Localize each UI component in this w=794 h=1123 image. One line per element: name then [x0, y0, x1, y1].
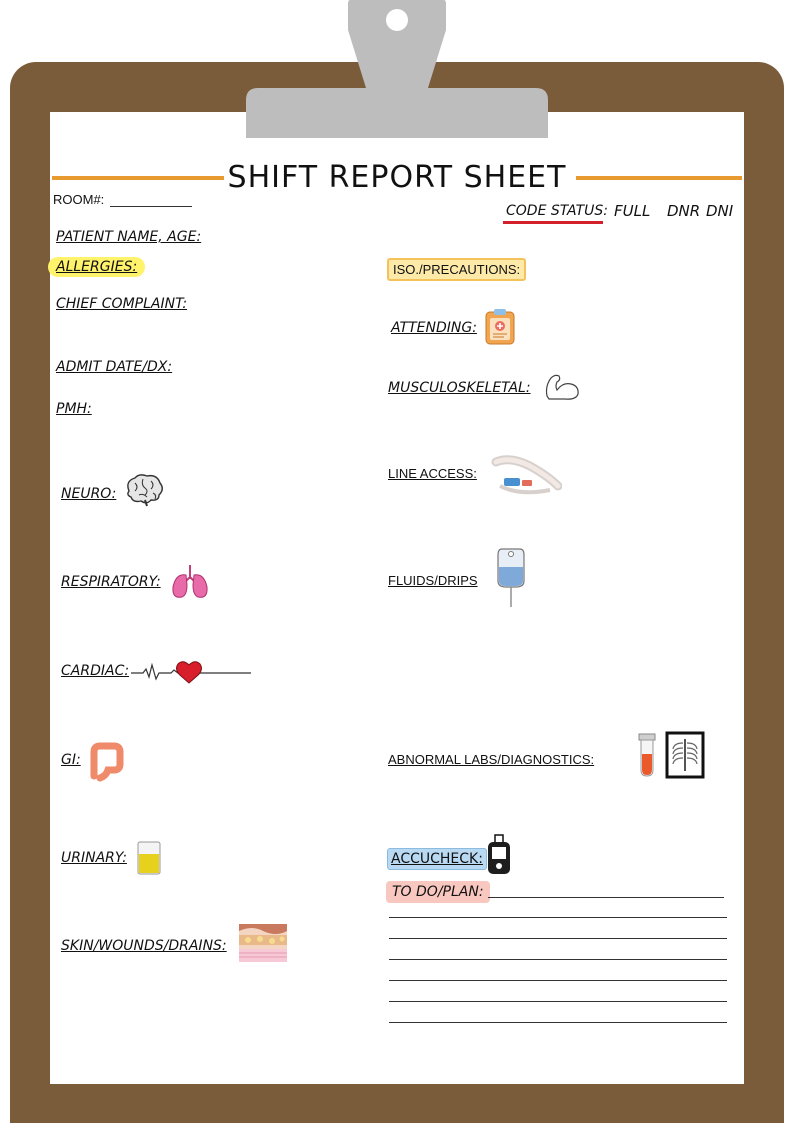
code-status-underline — [503, 221, 603, 224]
iso-precautions-label: ISO./PRECAUTIONS: — [387, 258, 526, 281]
fluids-drips-label: FLUIDS/DRIPS — [388, 573, 478, 588]
todo-line[interactable] — [389, 1022, 727, 1023]
glucometer-icon — [485, 834, 513, 876]
chest-xray-icon — [665, 731, 705, 779]
room-label: ROOM#: — [53, 192, 105, 207]
todo-line[interactable] — [389, 980, 727, 981]
respiratory-label: RESPIRATORY: — [61, 574, 161, 590]
todo-plan-label: TO DO/PLAN: — [386, 881, 490, 903]
iv-bag-icon — [494, 545, 528, 609]
neuro-label: NEURO: — [61, 486, 117, 502]
todo-line[interactable] — [389, 917, 727, 918]
skin-label: SKIN/WOUNDS/DRAINS: — [61, 938, 227, 954]
urinary-label: URINARY: — [61, 850, 127, 866]
attending-label: ATTENDING: — [391, 320, 477, 336]
lungs-icon — [170, 563, 210, 601]
heartbeat-icon — [131, 659, 253, 685]
skin-layers-icon — [238, 923, 288, 963]
code-option-dni[interactable]: DNI — [706, 202, 734, 220]
code-option-full[interactable]: FULL — [614, 202, 651, 220]
iv-catheter-icon — [490, 452, 562, 498]
test-tube-icon — [633, 732, 661, 778]
code-option-dnr[interactable]: DNR — [667, 202, 701, 220]
musculoskeletal-label: MUSCULOSKELETAL: — [388, 380, 531, 396]
clipboard-clip-icon — [246, 0, 548, 138]
accucheck-label: ACCUCHECK: — [387, 848, 487, 870]
todo-line[interactable] — [389, 1001, 727, 1002]
intestine-icon — [86, 742, 126, 782]
page-title: SHIFT REPORT SHEET — [227, 160, 567, 195]
flexed-arm-icon — [543, 372, 581, 402]
chief-complaint-label: CHIEF COMPLAINT: — [56, 296, 188, 312]
code-status-label: CODE STATUS: — [506, 203, 608, 219]
todo-line[interactable] — [389, 959, 727, 960]
todo-line[interactable] — [389, 938, 727, 939]
line-access-label: LINE ACCESS: — [388, 466, 477, 481]
allergies-label: ALLERGIES: — [48, 257, 145, 277]
abnormal-labs-label: ABNORMAL LABS/DIAGNOSTICS: — [388, 752, 595, 767]
medical-clipboard-icon — [484, 308, 516, 346]
brain-icon — [123, 473, 165, 507]
admit-label: ADMIT DATE/DX: — [56, 359, 173, 375]
gi-label: GI: — [61, 752, 81, 768]
room-input-line[interactable] — [110, 206, 192, 207]
urine-cup-icon — [134, 840, 164, 876]
cardiac-label: CARDIAC: — [61, 663, 130, 679]
pmh-label: PMH: — [56, 401, 92, 417]
todo-first-line[interactable] — [488, 897, 724, 898]
patient-name-label: PATIENT NAME, AGE: — [56, 229, 202, 245]
